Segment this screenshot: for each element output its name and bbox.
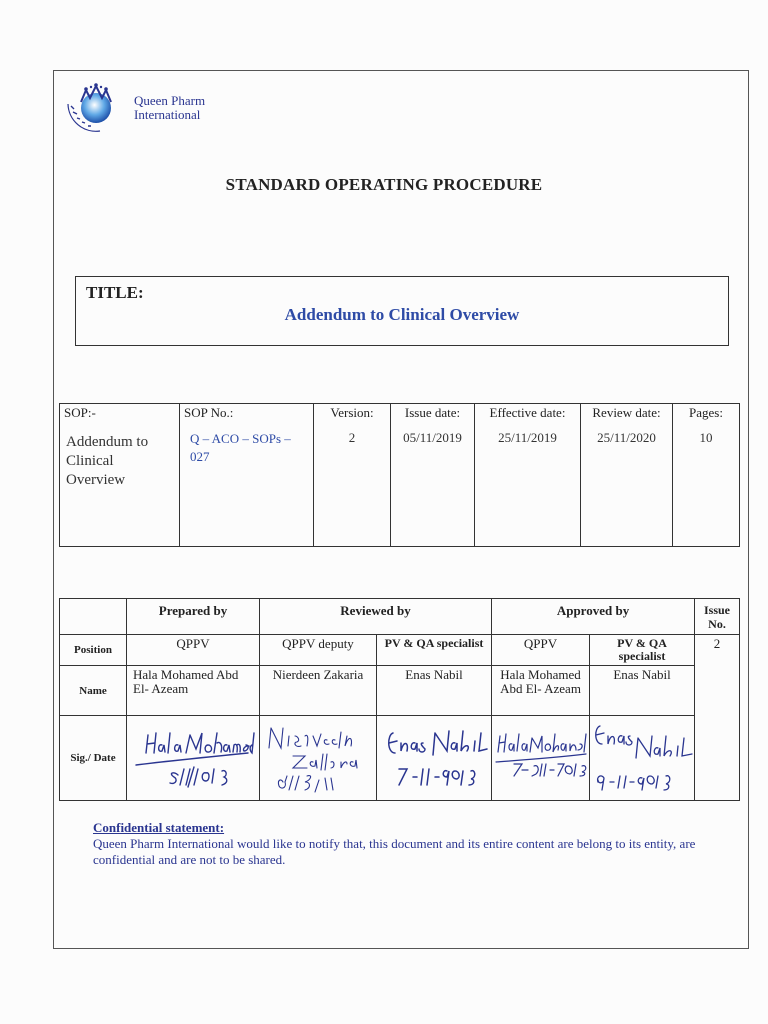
version-value: 2 [348, 430, 356, 445]
position-prepared: QPPV [127, 635, 260, 666]
title-label: TITLE: [86, 283, 144, 302]
sig-date-row-label: Sig./ Date [60, 716, 127, 801]
name-reviewed-2: Enas Nabil [377, 666, 492, 716]
issue-date-value: 05/11/2019 [403, 430, 462, 445]
company-name-line2: International [134, 107, 201, 122]
confidential-text: Queen Pharm International would like to notify that, this document and its entire content are belong to its entity, are confidential and are not to be shared. [93, 836, 696, 867]
confidential-statement [93, 820, 703, 868]
sop-no-value: Q – ACO – SOPs – 027 [190, 431, 291, 464]
position-row-label: Position [60, 635, 127, 666]
table-row [60, 404, 740, 547]
name-reviewed-1: Nierdeen Zakaria [260, 666, 377, 716]
handwritten-signature-icon [261, 718, 376, 798]
prepared-by-header: Prepared by [127, 599, 260, 635]
review-date-label: Review date: [592, 405, 661, 420]
pages-cell [673, 404, 740, 547]
signature-approved-2 [590, 716, 695, 801]
sop-no-cell [180, 404, 314, 547]
sop-no-label: SOP No.: [184, 405, 234, 420]
empty-corner-cell [60, 599, 127, 635]
name-row-label: Name [60, 666, 127, 716]
handwritten-signature-icon [379, 723, 489, 793]
issue-no-value: 2 [695, 635, 740, 801]
table-row [60, 716, 740, 801]
confidential-heading: Confidential statement: [93, 820, 225, 835]
sop-value: Addendum to Clinical Overview [66, 434, 149, 488]
reviewed-by-header: Reviewed by [260, 599, 492, 635]
document-heading: STANDARD OPERATING PROCEDURE [225, 175, 543, 194]
pages-value: 10 [699, 430, 713, 445]
handwritten-signature-icon [492, 728, 590, 788]
version-label: Version: [330, 405, 374, 420]
sop-info-table [59, 403, 740, 547]
company-name-line1: Queen Pharm [134, 93, 206, 108]
table-row [60, 666, 740, 716]
table-row [60, 599, 740, 635]
position-approved-1: QPPV [492, 635, 590, 666]
name-prepared: Hala Mohamed Abd El- Azeam [127, 666, 260, 716]
effective-date-label: Effective date: [489, 405, 566, 420]
issue-date-cell [391, 404, 475, 547]
title-value: Addendum to Clinical Overview [284, 305, 520, 324]
name-approved-1: Hala Mohamed Abd El- Azeam [492, 666, 590, 716]
company-name [134, 94, 205, 122]
table-row [60, 635, 740, 666]
handwritten-signature-icon [590, 718, 694, 798]
pages-label: Pages: [689, 405, 723, 420]
name-approved-2: Enas Nabil [590, 666, 695, 716]
issue-no-header: Issue No. [695, 599, 740, 635]
effective-date-cell [475, 404, 581, 547]
signature-approved-1 [492, 716, 590, 801]
position-reviewed-2: PV & QA specialist [377, 635, 492, 666]
approved-by-header: Approved by [492, 599, 695, 635]
effective-date-value: 25/11/2019 [498, 430, 557, 445]
position-reviewed-1: QPPV deputy [260, 635, 377, 666]
signature-reviewed-2 [377, 716, 492, 801]
signature-prepared [127, 716, 260, 801]
issue-date-label: Issue date: [404, 405, 461, 420]
review-date-cell [581, 404, 673, 547]
position-approved-2: PV & QA specialist [590, 635, 695, 666]
approval-table [59, 598, 740, 801]
handwritten-signature-icon [128, 723, 258, 793]
sop-cell [60, 404, 180, 547]
title-box [75, 276, 729, 346]
signature-reviewed-1 [260, 716, 377, 801]
review-date-value: 25/11/2020 [597, 430, 656, 445]
version-cell [314, 404, 391, 547]
queen-pharm-logo-icon [60, 76, 126, 134]
sop-label: SOP:- [64, 405, 96, 420]
